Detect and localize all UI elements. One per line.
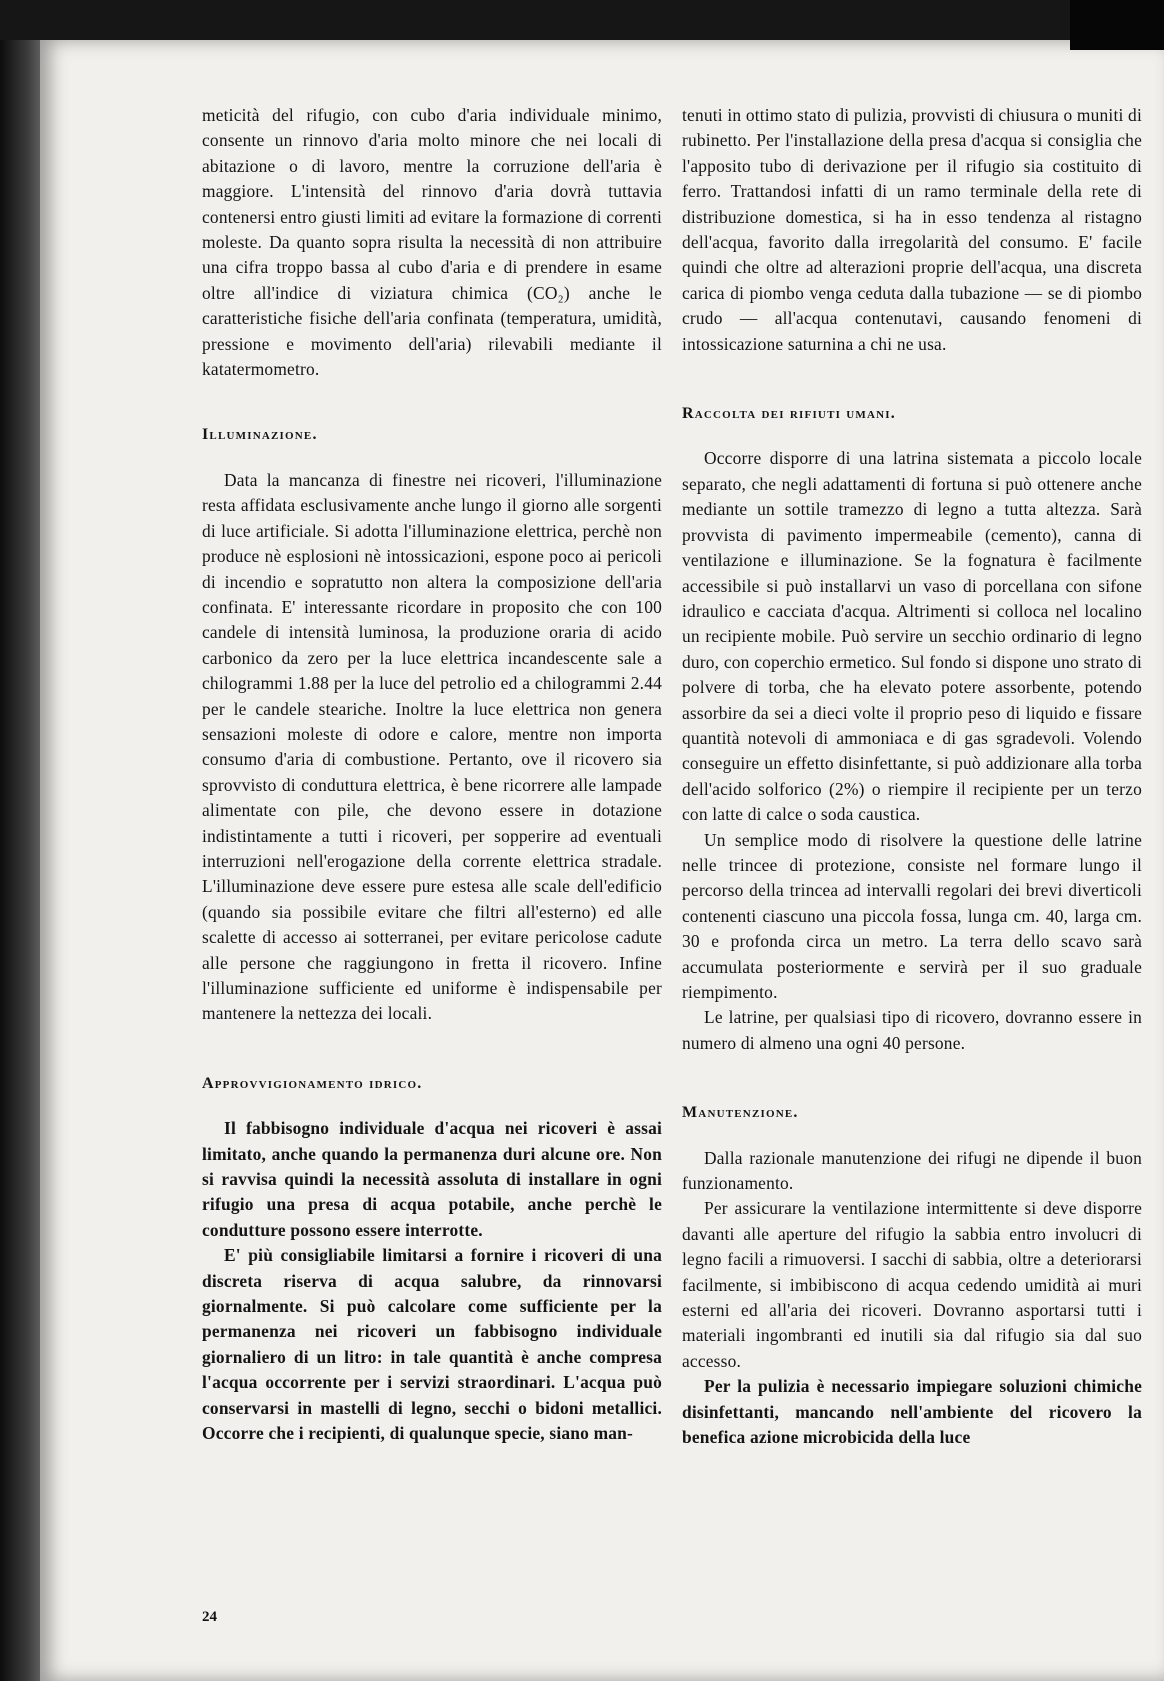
raccolta-paragraph-1: Occorre disporre di una latrina sistemata a piccolo locale separato, che negli adattamenti di fortuna si può ottenere anche mediante un sottile tramezzo di legno a tutta altezza. Sarà provvista di pavimento impermeabile (cemento), canna di ventilazione e illuminazione. Se la fognatura è facilmente accessibile si può installarvi un vaso di porcellana con sifone idraulico e cacciata d'acqua. Altrimenti si colloca nel localino un recipiente mobile. Può servire un secchio ordinario di legno duro, con coperchio ermetico. Sul fondo si dispone uno strato di polvere di torba, che ha elevato potere assorbente, potendo assorbire da sei a dieci volte il proprio peso di liquido e fissare quantità notevoli di ammoniaca e di gas sgradevoli. Volendo conseguire un effetto disinfettante, si può addizionare alla torba dell'acido solforico (2%) o riempire il recipiente per un terzo con latte di calce o soda caustica. — [682, 448, 1142, 825]
section-heading-illuminazione: Illuminazione. — [202, 426, 318, 444]
manutenzione-paragraph-1: Dalla razionale manutenzione dei rifugi ne dipende il buon funzionamento. — [682, 1147, 1142, 1194]
right-column — [682, 103, 1142, 1451]
raccolta-paragraph-2: Un semplice modo di risolvere la questione delle latrine nelle trincee di protezione, consiste nel formare lungo il percorso della trincea ad intervalli regolari dei brevi diverticoli contenenti ciascuno una piccola fossa, lunga cm. 40, larga cm. 30 e profonda circa un metro. La terra dello scavo sarà accumulata posteriormente e servirà per il suo graduale riempimento. — [682, 829, 1142, 1002]
manutenzione-paragraph-2: Per assicurare la ventilazione intermittente si deve disporre davanti alle aperture del rifugio la sabbia entro involucri di legno facili a rimuoversi. I sacchi di sabbia, oltre a deteriorarsi facilmente, si imbibiscono di acqua cedendo umidità ai muri esterni ed all'aria dei ricoveri. Dovranno asportarsi tutti i materiali ingombranti ed inutili sia dal rifugio sia dal suo accesso. — [682, 1198, 1142, 1371]
scan-corner — [1070, 0, 1164, 50]
illuminazione-paragraph: Data la mancanza di finestre nei ricoveri, l'illuminazione resta affidata esclusivamente anche lungo il giorno alle sorgenti di luce artificiale. Si adotta l'illuminazione elettrica, perchè non produce nè esplosioni nè intossicazioni, espone poco ai pericoli di incendio e sopratutto non altera la composizione dell'aria confinata. E' interessante ricordare in proposito che con 100 candele di intensità luminosa, la produzione oraria di acido carbonico da zero per la luce elettrica incandescente sale a chilogrammi 1.88 per la luce del petrolio ed a chilogrammi 2.44 per le candele steariche. Inoltre la luce elettrica non genera sensazioni moleste di odore e calore, mentre non importa consumo d'aria di combustione. Pertanto, ove il ricovero sia sprovvisto di conduttura elettrica, è bene ricorrere alle lampade alimentate con pile, che devono essere in dotazione indistintamente a tutti i ricoveri, per sopperire ad eventuali interruzioni nell'erogazione della corrente elettrica stradale. L'illuminazione deve essere pure estesa alle scale dell'edificio (quando sia possibile evitare che filtri all'esterno) ed alle scalette di accesso ai sotterranei, per evitare pericolose cadute alle persone che raggiungono in fretta il ricovero. Infine l'illuminazione sufficiente ed uniforme è indispensabile per mantenere la nettezza dei locali. — [202, 469, 662, 1024]
section-heading-raccolta: Raccolta dei rifiuti umani. — [682, 405, 896, 423]
page-number: 24 — [202, 1609, 217, 1625]
raccolta-paragraph-3: Le latrine, per qualsiasi tipo di ricovero, dovranno essere in numero di almeno una ogni 40 persone. — [682, 1007, 1142, 1053]
left-intro-paragraph: meticità del rifugio, con cubo d'aria individuale minimo, consente un rinnovo d'aria molto minore che nei locali di abitazione o di lavoro, mentre la corruzione dell'aria è maggiore. L'intensità del rinnovo d'aria dovrà tuttavia contenersi entro giusti limiti ad evitare la formazione di correnti moleste. Da quanto sopra risulta la necessità di non attribuire una cifra troppo bassa al cubo d'aria e di prendere in esame oltre all'indice di viziatura chimica (CO₂) anche le caratteristiche fisiche dell'aria confinata (temperatura, umidità, pressione e movimento dell'aria) rilevabili mediante il katatermometro. — [202, 105, 662, 380]
section-heading-approvvigionamento: Approvvigionamento idrico. — [202, 1074, 423, 1092]
right-continuation-paragraph: tenuti in ottimo stato di pulizia, provvisti di chiusura o muniti di rubinetto. Per l'installazione della presa d'acqua si consiglia che l'apposito tubo di derivazione per il rifugio sia costituito di ferro. Trattandosi infatti di un ramo terminale della rete di distribuzione domestica, si ha in esso tendenza al ristagno dell'acqua, favorito dalla irregolarità del consumo. E' facile quindi che oltre ad alterazioni proprie dell'acqua, una discreta carica di piombo venga ceduta dalla tubazione — se di piombo crudo — all'acqua contenutavi, causando fenomeni di intossicazione saturnina a chi ne usa. — [682, 105, 1142, 354]
manutenzione-paragraph-3: Per la pulizia è necessario impiegare soluzioni chimiche disinfettanti, mancando nell'ambiente del ricovero la benefica azione microbicida della luce — [682, 1376, 1142, 1448]
approvvigionamento-paragraph-2: E' più consigliabile limitarsi a fornire i ricoveri di una discreta riserva di acqua salubre, da rinnovarsi giornalmente. Si può calcolare come sufficiente per la permanenza nei ricoveri un fabbisogno individuale giornaliero di un litro: in tale quantità è anche compresa l'acqua occorrente per i servizi straordinari. L'acqua può conservarsi in mastelli di legno, secchi o bidoni metallici. Occorre che i recipienti, di qualunque specie, siano man- — [202, 1245, 662, 1444]
left-column — [202, 103, 662, 1447]
approvvigionamento-paragraph-1: Il fabbisogno individuale d'acqua nei ricoveri è assai limitato, anche quando la permanenza duri alcune ore. Non si ravvisa quindi la necessità assoluta di installare in ogni rifugio una presa di acqua potabile, anche perchè le condutture possono essere interrotte. — [202, 1118, 662, 1240]
section-heading-manutenzione: Manutenzione. — [682, 1104, 799, 1122]
